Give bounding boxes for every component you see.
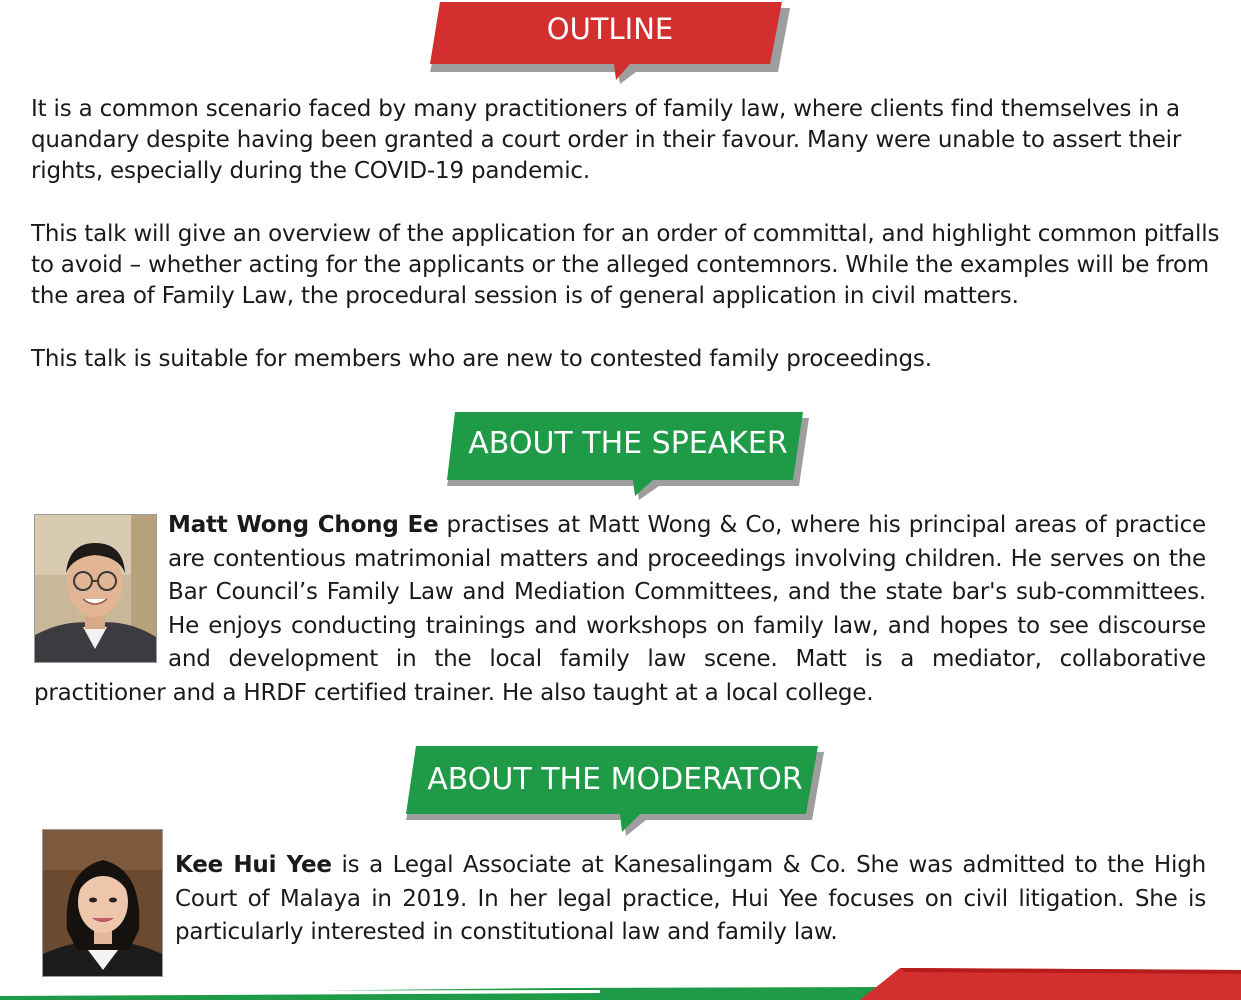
outline-paragraph-3: This talk is suitable for members who are new to contested family proceedings.: [31, 346, 932, 372]
speaker-banner: [447, 410, 809, 500]
moderator-heading: ABOUT THE MODERATOR: [427, 762, 803, 797]
moderator-name: Kee Hui Yee: [175, 852, 332, 878]
outline-paragraph-1: It is a common scenario faced by many practitioners of family law, where clients find themselves in a quandary despite having been granted a court order in their favour. Many were unable to assert their rights, especially during the COVID-19 pandemic.: [31, 96, 1182, 184]
moderator-bio-text: is a Legal Associate at Kanesalingam & Co. She was admitted to the High Court of Malaya in 2019. In her legal practice, Hui Yee focuses on civil litigation. She is particularly interested in constitutional law and family law.: [175, 852, 1206, 945]
outline-paragraph-2: This talk will give an overview of the application for an order of committal, and highlight common pitfalls to avoid – whether acting for the applicants or the alleged contemnors. While the examples will be from the area of Family Law, the procedural session is of general application in civil matters.: [31, 221, 1220, 309]
speaker-bio-indent-float: [34, 509, 168, 676]
speaker-heading: ABOUT THE SPEAKER: [468, 426, 788, 461]
speaker-bio: [34, 509, 1206, 710]
footer-stripes: [0, 960, 1241, 1000]
moderator-bio: [175, 849, 1206, 950]
speaker-name: Matt Wong Chong Ee: [168, 512, 439, 538]
moderator-banner: [406, 744, 824, 836]
speaker-bio-text: practises at Matt Wong & Co, where his principal areas of practice are contentious matrimonial matters and proceedings involving children. He serves on the Bar Council’s Family Law and Mediation Committees, and the state bar's sub-committees. He enjoys conducting trainings and workshops on family law, and hopes to see discourse and development in the local family law scene. Matt is a mediator, collaborative practitioner and a HRDF certified trainer. He also taught at a local college.: [34, 512, 1206, 706]
outline-heading: OUTLINE: [546, 12, 674, 46]
moderator-photo: [42, 829, 163, 977]
outline-banner: [430, 0, 790, 84]
